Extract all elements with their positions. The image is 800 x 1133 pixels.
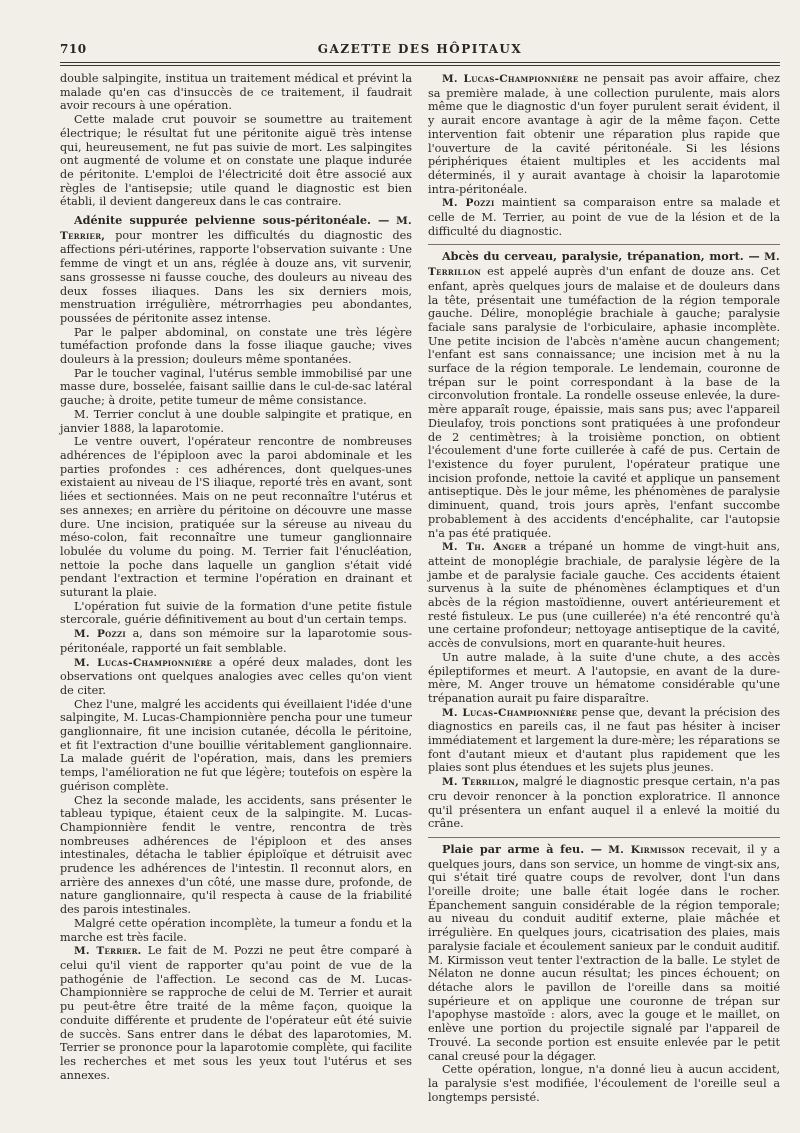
paragraph-text: malgré le diagnostic presque certain, n'a pas cru devoir renoncer à la ponction exploratrice. Il annonce qu'il présentera un enfant auquel il a enlevé la moitié du crâne. <box>428 775 780 831</box>
paragraph: Chez l'une, malgré les accidents qui éveillaient l'idée d'une salpingite, M. Lucas-Championnière pencha pour une tumeur ganglionnaire, fit une incision cutanée, décolla le péritoine, et fit l'extraction d'une bouillie véritablement ganglionnaire. La malade guérit de l'opération, mais, dans les premiers temps, l'amélioration ne fut que légère; toutefois on espère la guérison complète. <box>60 697 412 793</box>
paragraph-text: a, dans son mémoire sur la laparotomie sous-péritonéale, rapporté un fait semblable. <box>60 627 412 655</box>
speaker-name: M. Kirmisson <box>608 843 686 856</box>
paragraph: Malgré cette opération incomplète, la tumeur a fondu et la marche est très facile. <box>60 916 412 944</box>
paragraph <box>428 706 780 776</box>
paragraph: Le ventre ouvert, l'opérateur rencontre de nombreuses adhérences de l'épiploon avec la paroi abdominale et les parties profondes : ces adhérences, dont quelques-unes existaient au niveau de l'S iliaque, reporté très en avant, sont liées et sectionnées. Mais on ne peut reconnaître l'utérus et ses annexes; en arrière du péritoine on découvre une masse dure. Une incision, pratiquée sur la séreuse au niveau du méso-colon, fait reconnaître une tumeur ganglionnaire lobulée du volume du poing. M. Terrier fait l'énucléation, nettoie la poche dans laquelle un ganglion s'était vidé pendant l'extraction et termine l'opération en drainant et suturant la plaie. <box>60 435 412 600</box>
section-paragraph <box>428 250 780 540</box>
speaker-name: M. Lucas-Championnière <box>442 73 579 85</box>
paragraph: Cette opération, longue, n'a donné lieu à aucun accident, la paralysie s'est modifiée, l'écoulement de l'oreille seul a longtemps persisté. <box>428 1063 780 1104</box>
paragraph <box>60 944 412 1082</box>
section-divider <box>428 244 780 245</box>
right-column <box>428 72 780 1104</box>
paragraph-text: Le fait de M. Pozzi ne peut être comparé à celui qu'il vient de rapporter qu'au point de vue de la pathogénie de l'affection. Le second cas de M. Lucas-Championnière se rapproche de celui de M. Terrier et aurait pu peut-être être traité de la même façon, quoique la conduite différente et prudente de l'opérateur eût été suivie de succès. Sans entrer dans le débat des laparotomies, M. Terrier se prononce pour la laparotomie complète, qui facilite les recherches et met sous les yeux tout l'utérus et ses annexes. <box>60 944 412 1082</box>
paragraph: Chez la seconde malade, les accidents, sans présenter le tableau typique, étaient ceux de la salpingite. M. Lucas-Championnière fendit le ventre, rencontra de très nombreuses adhérences de l'épiploon et des anses intestinales, détacha le tablier épiploïque et détruisit avec prudence les adhérences de l'intestin. Il reconnut alors, en arrière des annexes d'un côté, une masse dure, profonde, de nature ganglionnaire, qu'il respecta à cause de la friabilité des parois intestinales. <box>60 793 412 917</box>
section-heading: Adénite suppurée pelvienne sous-péritonéale. — <box>74 213 390 228</box>
speaker-name: M. Pozzi <box>442 197 495 210</box>
paragraph-text: est appelé auprès d'un enfant de douze ans. Cet enfant, après quelques jours de malaise et de douleurs dans la tête, présentait une tuméfaction de la région temporale gauche. Délire, monoplégie brachiale à gauche; paralysie faciale sans paralysie de l'orbiculaire, aphasie incomplète. Une petite incision de l'abcès n'amène aucun changement; l'enfant est sans connaissance; une incision met à nu la surface de la région temporale. Le lendemain, couronne de trépan sur le point correspondant à la base de la circonvolution frontale. La rondelle osseuse enlevée, la dure-mère apparaît rouge, épaissie, mais sans pus; avec l'appareil Dieulafoy, trois ponctions sont pratiquées à une profondeur de 2 centimètres; à la troisième ponction, on obtient l'écoulement d'une forte cuillerée à café de pus. Certain de l'existence du foyer purulent, l'opérateur pratique une incision profonde, nettoie la cavité et applique un pansement antiseptique. Dès le jour même, les phénomènes de paralysie diminuent, quand, trois jours après, l'enfant succombe probablement à des accidents d'encéphalite, car l'autopsie n'a pas été pratiquée. <box>428 265 780 540</box>
section-paragraph <box>428 843 780 1063</box>
header-rule-top <box>60 62 780 63</box>
section-heading: Abcès du cerveau, paralysie, trépanation, mort. — <box>442 249 760 264</box>
section-divider <box>428 837 780 838</box>
speaker-name: M. Lucas-Championnière <box>442 706 578 719</box>
paragraph: L'opération fut suivie de la formation d'une petite fistule stercorale, guérie définitivement au bout d'un certain temps. <box>60 599 412 627</box>
section-heading: Plaie par arme à feu. — <box>442 841 602 856</box>
paragraph <box>60 627 412 655</box>
paragraph: Cette malade crut pouvoir se soumettre au traitement électrique; le résultat fut une péritonite aiguë très intense qui, heureusement, ne fut pas suivie de mort. Les salpingites ont augmenté de volume et on constate une plaque indurée de péritonite. L'emploi de l'électricité doit être associé aux règles de l'antisepsie; utile quand le diagnostic est bien établi, il devient dangereux dans le cas contraire. <box>60 113 412 209</box>
paragraph-text: a opéré deux malades, dont les observations ont quelques analogies avec celles qu'on vient de citer. <box>60 655 412 697</box>
paragraph-text: pour montrer les difficultés du diagnostic des affections péri-utérines, rapporte l'observation suivante : Une femme de vingt et un ans, réglée à douze ans, vit survenir, sans grossesse ni fausse couche, des douleurs au niveau des deux fosses iliaques. Dans les six derniers mois, menstruation irrégulière, métrorrhagies peu abondantes, poussées de péritonite assez intense. <box>60 228 412 325</box>
paragraph: Par le toucher vaginal, l'utérus semble immobilisé par une masse dure, bosselée, faisant saillie dans le cul-de-sac latéral gauche; à droite, petite tumeur de même consistance. <box>60 366 412 408</box>
speaker-name: M. Lucas-Championnière <box>74 656 213 669</box>
speaker-name: M. Terrier, <box>60 215 413 242</box>
paragraph: double salpingite, institua un traitement médical et prévint la malade qu'en cas d'insuccès de ce traitement, il faudrait avoir recours à une opération. <box>60 72 412 113</box>
running-title: GAZETTE DES HÔPITAUX <box>317 42 523 56</box>
speaker-name: M. Th. Anger <box>442 541 527 554</box>
page-number: 710 <box>60 42 87 56</box>
paragraph <box>428 540 780 651</box>
speaker-name: M. Terrillon, <box>442 776 520 789</box>
header-rule-bottom <box>60 65 780 66</box>
paragraph: Par le palper abdominal, on constate une très légère tuméfaction profonde dans la fosse iliaque gauche; vives douleurs à la pression; douleurs même spontanées. <box>60 325 412 367</box>
left-column <box>60 72 412 1082</box>
paragraph-text: recevait, il y a quelques jours, dans son service, un homme de vingt-six ans, qui s'était tiré quatre coups de revolver, dont l'un dans l'oreille droite; une balle était logée dans le rocher. Épanchement sanguin considérable de la région temporale; au niveau du conduit auditif externe, plaie mâchée et irrégulière. En quelques jours, cicatrisation des plaies, mais paralysie faciale et écoulement sanieux par le conduit auditif. M. Kirmisson veut tenter l'extraction de la balle. Le stylet de Nélaton ne donne aucun résultat; les pinces échouent; on détache alors le pavillon de l'oreille dans sa moitié supérieure et on applique une couronne de trépan sur l'apophyse mastoïde : alors, avec la gouge et le maillet, on enlève une portion du projectile signalé par l'appareil de Trouvé. La seconde portion est ensuite enlevée par le petit canal creusé pour la dégager. <box>428 842 780 1063</box>
paragraph-text: a trépané un homme de vingt-huit ans, atteint de monoplégie brachiale, de paralysie légère de la jambe et de paralysie faciale gauche. Ces accidents étaient survenus à la suite de phénomènes éclamptiques et d'un abcès de la région mastoïdienne, ouvert antérieurement et resté fistuleux. Le pus (une cuillerée) n'a été rencontré qu'à une certaine profondeur; nettoyage antiseptique de la cavité, accès de convulsions, mort en quarante-huit heures. <box>428 540 780 651</box>
paragraph-text: maintient sa comparaison entre sa malade et celle de M. Terrier, au point de vue de la lésion et de la difficulté du diagnostic. <box>428 196 780 238</box>
paragraph-text: ne pensait pas avoir affaire, chez sa première malade, à une collection purulente, mais alors même que le diagnostic d'un foyer purulent serait évident, il y aurait encore avantage à agir de la même façon. Cette intervention fait obtenir une réparation plus rapide que l'ouverture de la cavité péritonéale. Si les lésions périphériques étaient multiples et les accidents mal déterminés, il y aurait avantage à choisir la laparotomie intra-péritonéale. <box>428 72 780 196</box>
paragraph <box>428 196 780 238</box>
paragraph-text: pense que, devant la précision des diagnostics en pareils cas, il ne faut pas hésiter à inciser immédiatement et largement la dure-mère; les réparations se font d'autant mieux et d'autant plus rapidement que les plaies sont plus étendues et les sujets plus jeunes. <box>428 705 780 775</box>
speaker-name: M. Pozzi <box>74 628 126 641</box>
paragraph: M. Terrier conclut à une double salpingite et pratique, en janvier 1888, la laparotomie. <box>60 407 412 435</box>
paragraph: Un autre malade, à la suite d'une chute, a des accès épileptiformes et meurt. A l'autopsie, en avant de la dure-mère, M. Anger trouve un hématome considérable qu'une trépanation aurait pu faire disparaître. <box>428 650 780 705</box>
page-header <box>60 42 780 62</box>
speaker-name: M. Terrier. <box>74 945 142 958</box>
paragraph <box>428 72 780 196</box>
paragraph <box>60 656 412 698</box>
speaker-name: M. Terrillon <box>428 251 780 279</box>
paragraph <box>428 775 780 831</box>
section-paragraph <box>60 214 412 326</box>
